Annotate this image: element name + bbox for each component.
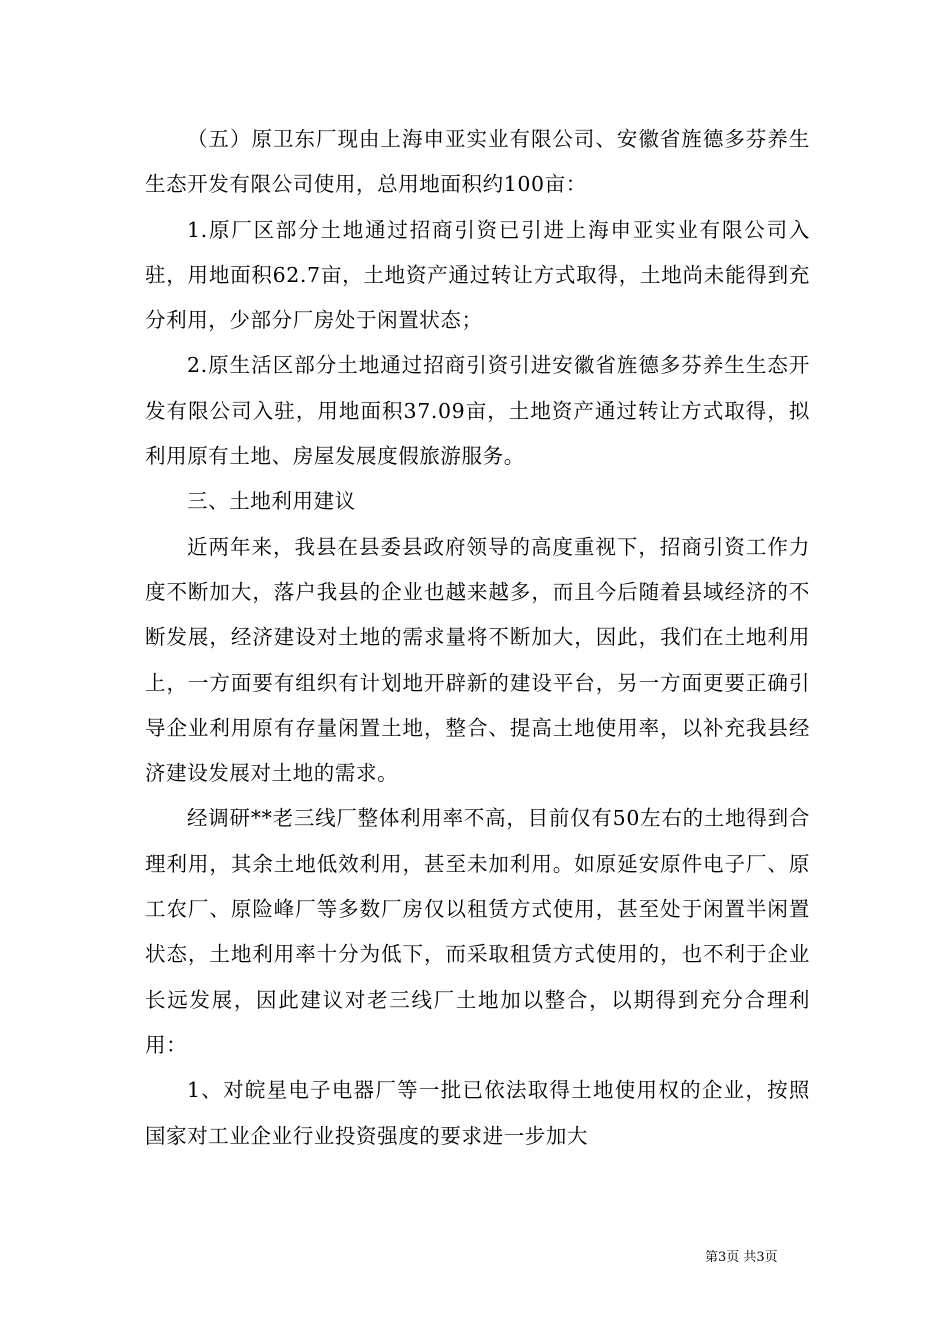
paragraph-survey: 经调研**老三线厂整体利用率不高，目前仅有50左右的土地得到合理利用，其余土地低效利用，甚至未加利用。如原延安原件电子厂、原工农厂、原险峰厂等多数厂房仅以租赁方式使用，甚至处于闲置半闲置状态，土地利用率十分为低下，而采取租赁方式使用的，也不利于企业长远发展，因此建议对老三线厂土地加以整合，以期得到充分合理利用：	[145, 806, 810, 1057]
section-heading-land-use: 三、土地利用建议	[187, 489, 356, 514]
paragraph-section-five: （五）原卫东厂现由上海申亚实业有限公司、安徽省旌德多芬养生生态开发有限公司使用，总用地面积约100亩：	[145, 127, 810, 197]
paragraph-item-1: 1.原厂区部分土地通过招商引资已引进上海申亚实业有限公司入驻，用地面积62.7亩，土地资产通过转让方式取得，土地尚未能得到充分利用，少部分厂房处于闲置状态；	[145, 217, 810, 333]
paragraph-recommendation-1: 1、对皖星电子电器厂等一批已依法取得土地使用权的企业，按照国家对工业企业行业投资强度的要求进一步加大	[145, 1078, 810, 1148]
page-number: 第3页 共3页	[705, 1250, 778, 1265]
paragraph-recent-years: 近两年来，我县在县委县政府领导的高度重视下，招商引资工作力度不断加大，落户我县的企业也越来越多，而且今后随着县域经济的不断发展，经济建设对土地的需求量将不断加大，因此，我们在土地利用上，一方面要有组织有计划地开辟新的建设平台，另一方面更要正确引导企业利用原有存量闲置土地，整合、提高土地使用率，以补充我县经济建设发展对土地的需求。	[145, 534, 810, 786]
document-body	[145, 117, 810, 1159]
paragraph-item-2: 2.原生活区部分土地通过招商引资引进安徽省旌德多芬养生生态开发有限公司入驻，用地面积37.09亩，土地资产通过转让方式取得，拟利用原有土地、房屋发展度假旅游服务。	[145, 353, 810, 469]
